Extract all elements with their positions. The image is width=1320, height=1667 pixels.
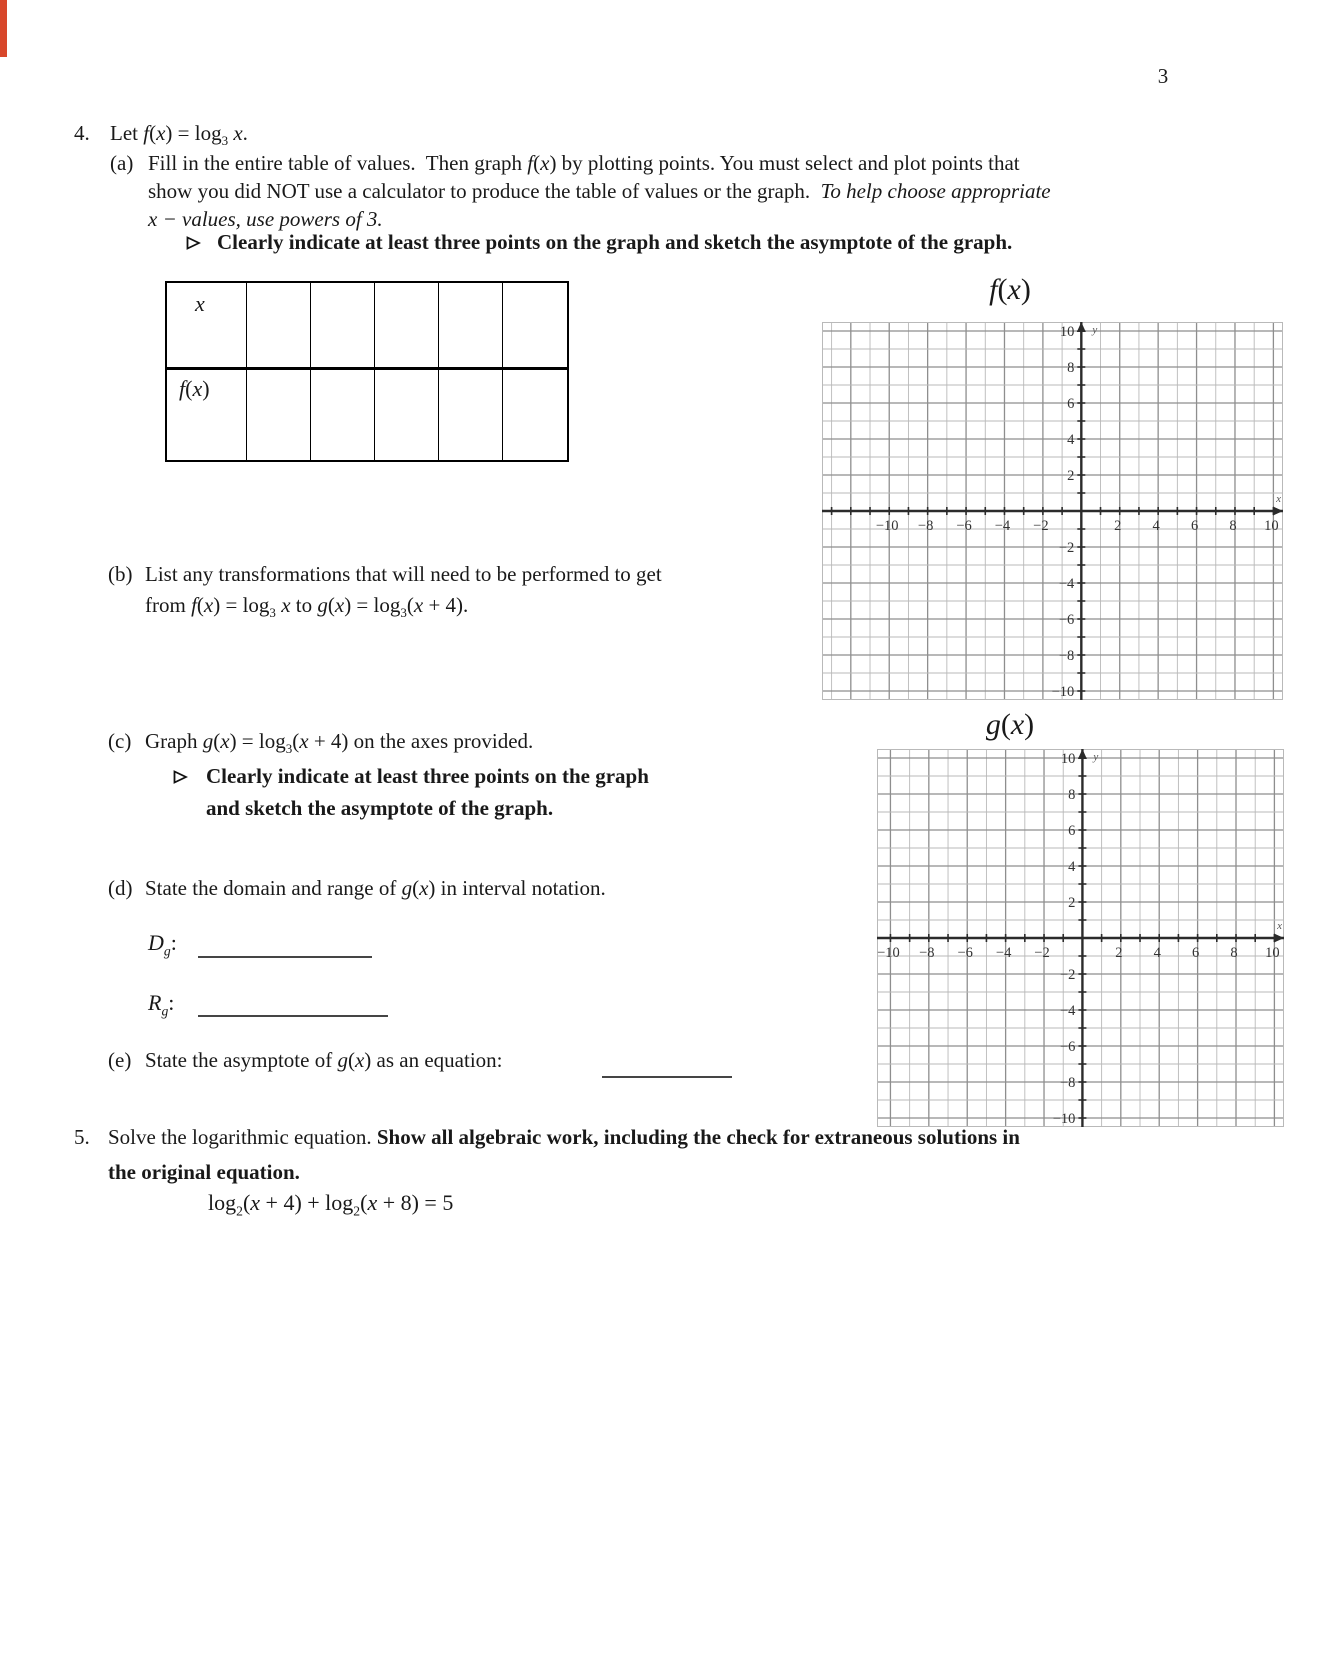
part-e-label: (e) — [108, 1048, 132, 1072]
svg-text:−2: −2 — [1034, 945, 1050, 961]
svg-text:8: 8 — [1067, 360, 1075, 376]
svg-text:2: 2 — [1115, 945, 1123, 961]
svg-text:−6: −6 — [1059, 1039, 1076, 1055]
svg-text:−2: −2 — [1058, 540, 1075, 556]
table-cell — [311, 370, 375, 460]
part-a-bullet-text: Clearly indicate at least three points on the graph and sketch the asymptote of the graph. — [217, 230, 1013, 254]
svg-text:4: 4 — [1067, 432, 1075, 448]
svg-text:−10: −10 — [1051, 684, 1075, 700]
arrowhead-right-icon — [186, 236, 201, 255]
svg-text:4: 4 — [1068, 859, 1076, 875]
svg-text:2: 2 — [1067, 468, 1075, 484]
range-blank — [198, 1015, 388, 1017]
red-margin-mark — [0, 0, 7, 57]
table-cell — [311, 283, 375, 367]
svg-text:y: y — [1092, 324, 1098, 336]
arrowhead-right-icon — [173, 770, 188, 789]
svg-text:8: 8 — [1230, 945, 1238, 961]
svg-text:y: y — [1093, 751, 1099, 763]
f-graph-title: f(x) — [989, 273, 1031, 306]
q5-number: 5. — [74, 1125, 90, 1149]
svg-text:−4: −4 — [1059, 1003, 1076, 1019]
svg-text:2: 2 — [1114, 518, 1122, 534]
svg-text:−6: −6 — [956, 518, 972, 534]
svg-text:−4: −4 — [1058, 576, 1075, 592]
svg-text:6: 6 — [1191, 945, 1200, 961]
table-row-fx — [167, 370, 567, 460]
svg-text:−4: −4 — [994, 518, 1011, 534]
page-number: 3 — [1157, 64, 1169, 88]
part-a-label: (a) — [110, 151, 134, 175]
svg-text:6: 6 — [1067, 396, 1075, 412]
part-a-line-1: Fill in the entire table of values. Then graph f(x) by plotting points. You must select and plot points that — [148, 151, 1020, 175]
range-label: $R_g$: — [148, 990, 175, 1019]
svg-text:4: 4 — [1152, 518, 1160, 534]
table-cell-x-header — [167, 283, 247, 367]
table-cell — [247, 370, 311, 460]
svg-text:8: 8 — [1068, 787, 1076, 803]
table-cell-fx-header — [167, 370, 247, 460]
part-a-line-2: show you did NOT use a calculator to produce the table of values or the graph. To help choose appropriate — [148, 179, 1051, 203]
svg-text:−6: −6 — [1058, 612, 1075, 628]
f-graph-grid — [822, 322, 1283, 700]
x-header-label: x — [195, 291, 205, 316]
table-cell — [439, 283, 503, 367]
svg-text:−2: −2 — [1059, 967, 1076, 983]
svg-text:10: 10 — [1265, 945, 1280, 961]
svg-text:6: 6 — [1068, 823, 1076, 839]
q5-equation: $\log_2(x + 4) + \log_2(x + 8) = 5$ — [208, 1190, 454, 1219]
table-cell — [247, 283, 311, 367]
table-cell — [375, 370, 439, 460]
q5-line-1: Solve the logarithmic equation. Show all algebraic work, including the check for extraneous solutions in — [108, 1125, 1020, 1149]
svg-text:−8: −8 — [1058, 648, 1075, 664]
part-c-line: Graph $g(x) = \log_3(x + 4)$ on the axes provided. — [145, 729, 534, 757]
q5-line-2: the original equation. — [108, 1160, 300, 1184]
svg-text:x: x — [1276, 493, 1281, 505]
svg-text:4: 4 — [1153, 945, 1161, 961]
q4-number: 4. — [74, 121, 90, 145]
part-c-bullet-text-1: Clearly indicate at least three points on the graph — [206, 764, 649, 788]
part-c-label: (c) — [108, 729, 132, 753]
fx-header-label: f(x) — [179, 376, 210, 401]
svg-text:−10: −10 — [875, 518, 899, 534]
table-cell — [439, 370, 503, 460]
part-d-label: (d) — [108, 876, 133, 900]
svg-text:−8: −8 — [919, 945, 935, 961]
q4-intro: Let $f(x) = \log_3 x$. — [110, 121, 248, 149]
svg-text:2: 2 — [1068, 895, 1076, 911]
g-graph-grid — [877, 749, 1284, 1127]
asymptote-blank — [602, 1076, 732, 1078]
part-c-bullet-text-2: and sketch the asymptote of the graph. — [206, 796, 554, 820]
part-e-line: State the asymptote of g(x) as an equation: — [145, 1048, 503, 1072]
table-cell — [503, 370, 567, 460]
svg-text:−10: −10 — [877, 945, 900, 961]
domain-label: $D_g$: — [148, 930, 177, 959]
svg-text:−8: −8 — [1059, 1075, 1076, 1091]
svg-text:−8: −8 — [917, 518, 934, 534]
g-graph-title: g(x) — [985, 708, 1035, 741]
svg-text:−4: −4 — [995, 945, 1012, 961]
part-d-line: State the domain and range of g(x) in interval notation. — [145, 876, 606, 900]
svg-text:8: 8 — [1229, 518, 1237, 534]
domain-blank — [198, 956, 372, 958]
part-b-label: (b) — [108, 562, 133, 586]
part-b-line-2: from $f(x) = \log_3 x$ to $g(x) = \log_3(x + 4)$. — [145, 593, 469, 621]
svg-text:10: 10 — [1060, 751, 1076, 767]
svg-text:−10: −10 — [1052, 1111, 1076, 1127]
svg-text:10: 10 — [1264, 518, 1279, 534]
svg-text:10: 10 — [1059, 324, 1075, 340]
values-table — [165, 281, 569, 462]
part-a-line-3: x − values, use powers of 3. — [148, 207, 383, 231]
part-b-line-1: List any transformations that will need to be performed to get — [145, 562, 662, 586]
table-cell — [375, 283, 439, 367]
svg-text:−2: −2 — [1033, 518, 1049, 534]
table-row-x — [167, 283, 567, 370]
svg-text:−6: −6 — [957, 945, 973, 961]
table-cell — [503, 283, 567, 367]
svg-text:x: x — [1277, 920, 1282, 932]
svg-text:6: 6 — [1190, 518, 1199, 534]
